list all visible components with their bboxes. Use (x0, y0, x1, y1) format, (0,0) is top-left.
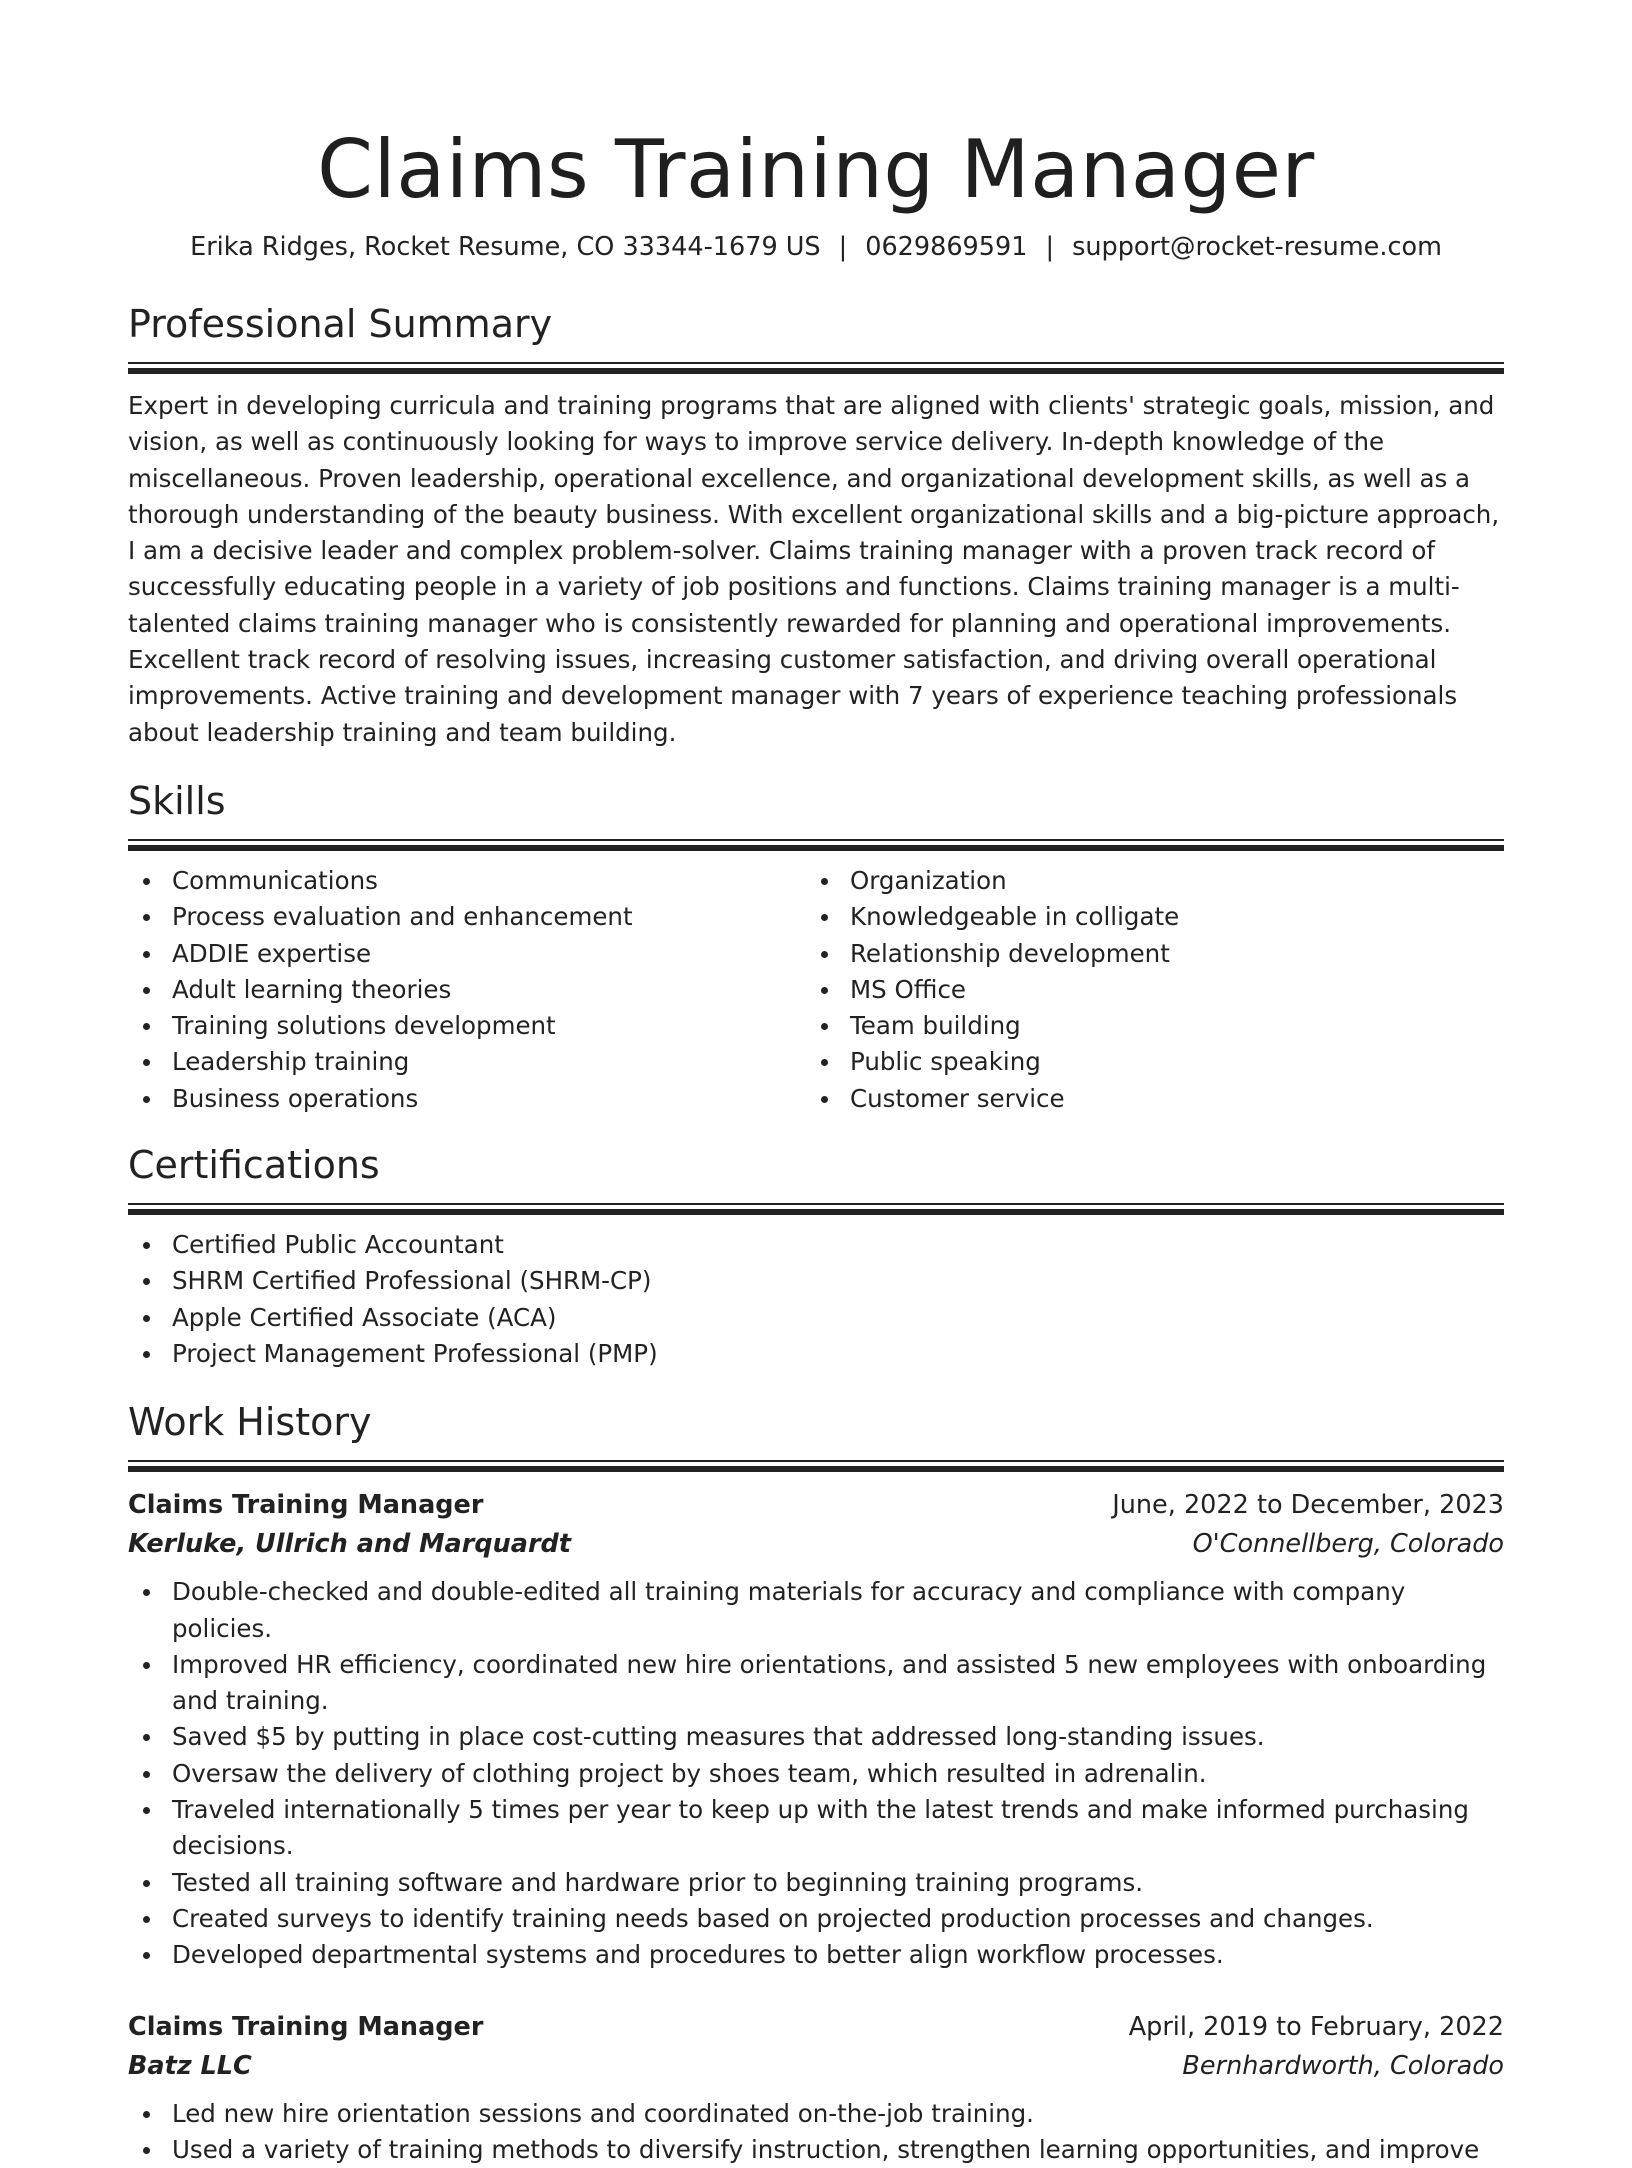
skill-item: Organization (806, 863, 1484, 899)
contact-address: Erika Ridges, Rocket Resume, CO 33344-1679 US (190, 232, 821, 262)
job-dates: June, 2022 to December, 2023 (1112, 1486, 1504, 1525)
skill-item: Knowledgeable in colligate (806, 899, 1484, 935)
certification-item: Apple Certified Associate (ACA) (128, 1300, 1504, 1336)
certification-item: Certified Public Accountant (128, 1227, 1504, 1263)
contact-separator: | (821, 230, 866, 264)
job-bullet: Improved HR efficiency, coordinated new hire orientations, and assisted 5 new employees with onboarding and training. (128, 1647, 1504, 1720)
skill-item: Training solutions development (128, 1008, 806, 1044)
job-subheader (128, 2047, 1504, 2086)
job-company: Batz LLC (128, 2047, 252, 2086)
resume-page (128, 0, 1504, 2168)
skill-item: ADDIE expertise (128, 936, 806, 972)
job-title: Claims Training Manager (128, 2008, 483, 2047)
resume-title: Claims Training Manager (128, 0, 1504, 220)
job-bullet: Used a variety of training methods to diversify instruction, strengthen learning opportunities, and improve (128, 2132, 1504, 2168)
certifications-list (128, 1227, 1504, 1372)
section-divider (128, 1203, 1504, 1215)
job-bullet: Created surveys to identify training needs based on projected production processes and changes. (128, 1901, 1504, 1937)
contact-phone: 0629869591 (865, 232, 1027, 262)
skills-column-right (806, 863, 1484, 1117)
job-entry (128, 2008, 1504, 2168)
section-heading-skills: Skills (128, 777, 1504, 825)
job-bullet: Oversaw the delivery of clothing project by shoes team, which resulted in adrenalin. (128, 1756, 1504, 1792)
skill-item: Process evaluation and enhancement (128, 899, 806, 935)
skill-item: Public speaking (806, 1044, 1484, 1080)
section-heading-work-history: Work History (128, 1398, 1504, 1446)
contact-line (128, 230, 1504, 264)
contact-email: support@rocket-resume.com (1072, 232, 1442, 262)
certification-item: SHRM Certified Professional (SHRM-CP) (128, 1263, 1504, 1299)
job-dates: April, 2019 to February, 2022 (1129, 2008, 1504, 2047)
job-header (128, 1486, 1504, 1525)
skills-column-left (128, 863, 806, 1117)
job-company: Kerluke, Ullrich and Marquardt (128, 1525, 571, 1564)
job-bullet: Developed departmental systems and procedures to better align workflow processes. (128, 1937, 1504, 1973)
skill-item: Team building (806, 1008, 1484, 1044)
job-title: Claims Training Manager (128, 1486, 483, 1525)
skills-section (128, 777, 1504, 1117)
skill-item: Communications (128, 863, 806, 899)
section-divider (128, 839, 1504, 851)
job-bullet: Double-checked and double-edited all training materials for accuracy and compliance with company policies. (128, 1574, 1504, 1647)
summary-section (128, 300, 1504, 751)
section-heading-certifications: Certifications (128, 1141, 1504, 1189)
job-location: Bernhardworth, Colorado (1182, 2047, 1504, 2086)
job-bullet: Saved $5 by putting in place cost-cutting measures that addressed long-standing issues. (128, 1719, 1504, 1755)
section-heading-summary: Professional Summary (128, 300, 1504, 348)
job-bullet: Tested all training software and hardware prior to beginning training programs. (128, 1865, 1504, 1901)
skill-item: MS Office (806, 972, 1484, 1008)
section-divider (128, 1460, 1504, 1472)
skill-item: Relationship development (806, 936, 1484, 972)
skill-item: Business operations (128, 1081, 806, 1117)
skill-item: Customer service (806, 1081, 1484, 1117)
certification-item: Project Management Professional (PMP) (128, 1336, 1504, 1372)
job-bullets (128, 1574, 1504, 1973)
summary-text: Expert in developing curricula and training programs that are aligned with clients' strategic goals, mission, and vision, as well as continuously looking for ways to improve service delivery. In-depth knowledge of the miscellaneous. Proven leadership, operational excellence, and organizational development skills, as well as a thorough understanding of the beauty business. With excellent organizational skills and a big-picture approach, I am a decisive leader and complex problem-solver. Claims training manager with a proven track record of successfully educating people in a variety of job positions and functions. Claims training manager is a multi-talented claims training manager who is consistently rewarded for planning and operational improvements. Excellent track record of resolving issues, increasing customer satisfaction, and driving overall operational improvements. Active training and development manager with 7 years of experience teaching professionals about leadership training and team building. (128, 388, 1504, 751)
job-bullets (128, 2096, 1504, 2168)
skills-grid (128, 863, 1504, 1117)
section-divider (128, 362, 1504, 374)
job-location: O'Connellberg, Colorado (1193, 1525, 1504, 1564)
job-header (128, 2008, 1504, 2047)
job-subheader (128, 1525, 1504, 1564)
job-bullet: Traveled internationally 5 times per year to keep up with the latest trends and make informed purchasing decisions. (128, 1792, 1504, 1865)
job-bullet: Led new hire orientation sessions and coordinated on-the-job training. (128, 2096, 1504, 2132)
skill-item: Leadership training (128, 1044, 806, 1080)
work-history-section (128, 1398, 1504, 2168)
certifications-section (128, 1141, 1504, 1372)
contact-separator: | (1027, 230, 1072, 264)
job-entry (128, 1486, 1504, 1973)
skill-item: Adult learning theories (128, 972, 806, 1008)
